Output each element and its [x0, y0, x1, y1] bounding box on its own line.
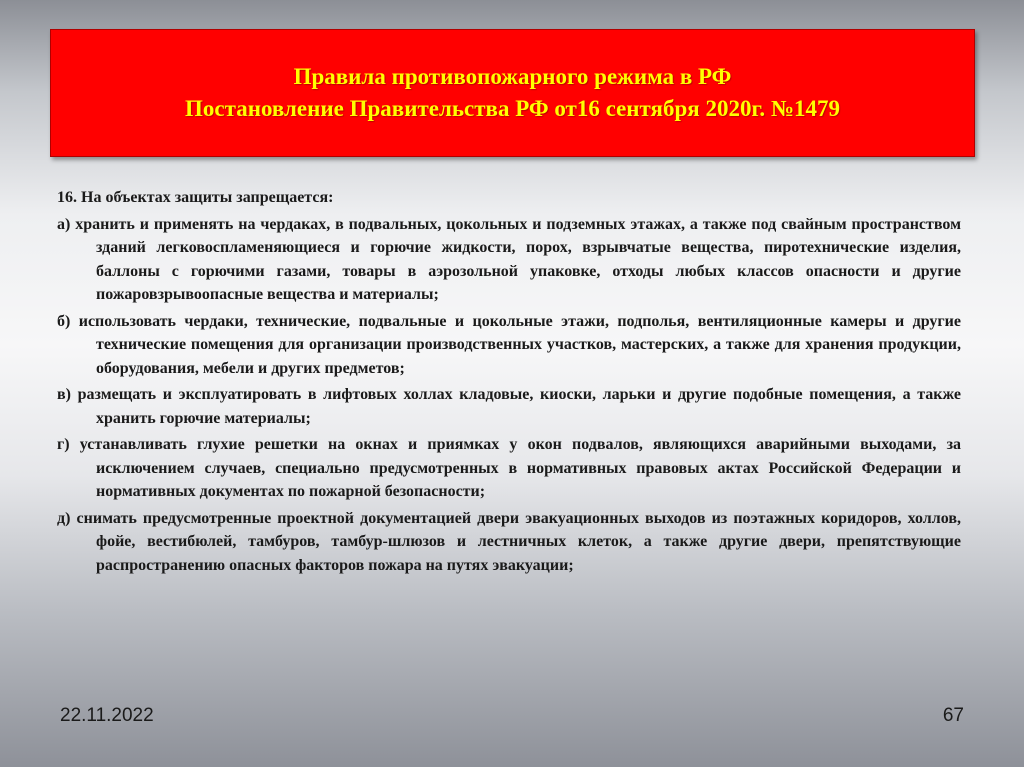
list-item-marker: в) — [57, 386, 78, 403]
slide-body — [57, 186, 961, 580]
page-number: 67 — [942, 705, 964, 726]
slide-title: Правила противопожарного режима в РФ — [293, 64, 732, 89]
list-item — [57, 213, 961, 307]
title-banner — [50, 29, 975, 157]
list-item — [57, 383, 961, 430]
list-item-marker: б) — [57, 312, 79, 330]
footer-date: 22.11.2022 — [60, 705, 154, 726]
list-item-marker: а) — [57, 215, 76, 233]
list-item — [57, 310, 961, 381]
list-item-text: снимать предусмотренные проектной документацией двери эвакуационных выходов из поэтажных коридоров, холлов, фойе, вестибюлей, тамбуров, тамбур-шлюзов и лестничных клеток, а также другие двери, препятствующие распространению опасных факторов пожара на путях эвакуации; — [76, 509, 962, 574]
list-item — [57, 433, 961, 504]
list-item — [57, 507, 961, 578]
slide-subtitle: Постановление Правительства РФ от16 сентября 2020г. №1479 — [185, 96, 840, 121]
list-item-text: хранить и применять на чердаках, в подвальных, цокольных и подземных этажах, а также под свайным пространством зданий легковоспламеняющиеся и горючие жидкости, порох, взрывчатые вещества, пиротехнические изделия, баллоны с горючими газами, товары в аэрозольной упаковке, отходы любых классов опасности и другие пожаровзрывоопасные вещества и материалы; — [75, 215, 962, 303]
list-item-marker: д) — [57, 509, 77, 527]
list-item-text: устанавливать глухие решетки на окнах и приямках у окон подвалов, являющихся аварийными выходами, за исключением случаев, специально предусмотренных в нормативных правовых актах Российской Федерации и нормативных документах по пожарной безопасности; — [79, 436, 961, 500]
list-item-text: использовать чердаки, технические, подвальные и цокольные этажи, подполья, вентиляционные камеры и другие технические помещения для организации производственных участков, мастерских, а также для хранения продукции, оборудования, мебели и других предметов; — [78, 312, 961, 377]
intro-paragraph: 16. На объектах защиты запрещается: — [57, 189, 334, 206]
list-item-text: размещать и эксплуатировать в лифтовых холлах кладовые, киоски, ларьки и другие подобные помещения, а также хранить горючие материалы; — [77, 386, 961, 427]
list-item-marker: г) — [57, 436, 80, 453]
